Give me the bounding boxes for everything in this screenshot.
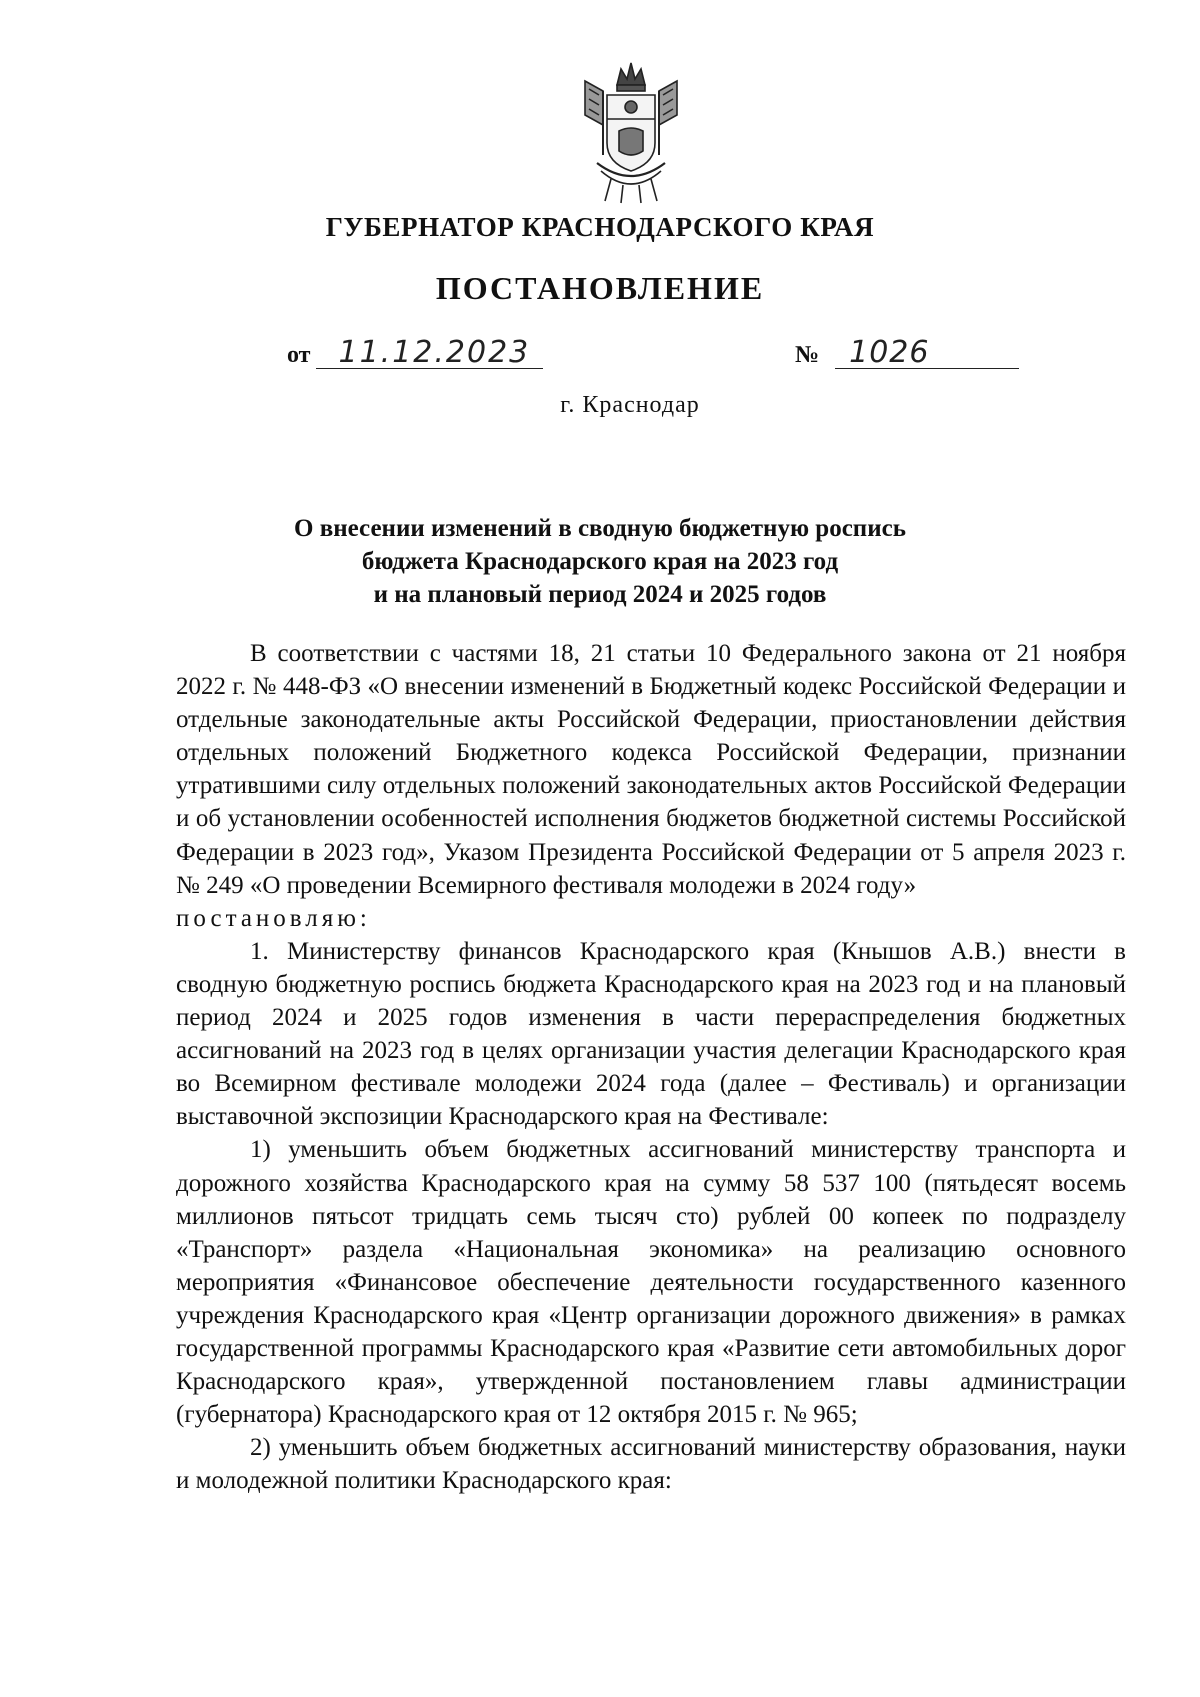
number-prefix: № (795, 342, 820, 368)
coat-of-arms-emblem (577, 55, 685, 205)
item-1-paragraph: 1. Министерству финансов Краснодарского края (Кнышов А.В.) внести в сводную бюджетную роспись бюджета Краснодарского края на 2023 год и на плановый период 2024 и 2025 годов изменения в части перераспределения бюджетных ассигнований на 2023 год в целях организации участия делегации Краснодарского края во Всемирном фестивале молодежи 2024 года (далее – Фестиваль) и организации выставочной экспозиции Краснодарского края на Фестивале: (176, 937, 1126, 1131)
document-number-line (795, 335, 1019, 370)
document-title (0, 512, 1200, 611)
title-line-2: бюджета Краснодарского края на 2023 год (361, 548, 839, 575)
issuing-authority: ГУБЕРНАТОР КРАСНОДАРСКОГО КРАЯ (325, 212, 875, 242)
handwritten-date: 11.12.2023 (316, 338, 543, 369)
document-date-line (287, 335, 543, 370)
preamble-paragraph: В соответствии с частями 18, 21 статьи 10 Федерального закона от 21 ноября 2022 г. № 448-ФЗ «О внесении изменений в Бюджетный кодекс Российской Федерации и отдельные законодательные акты Российской Федерации, приостановлении действия отдельных положений Бюджетного кодекса Российской Федерации, признании утратившими силу отдельных положений законодательных актов Российской Федерации и об установлении особенностей исполнения бюджетов бюджетной системы Российской Федерации в 2023 год», Указом Президента Российской Федерации от 5 апреля 2023 г. № 249 «О проведении Всемирного фестиваля молодежи в 2024 году» (176, 640, 1126, 899)
resolve-word: постановляю: (176, 904, 371, 932)
handwritten-number: 1026 (835, 338, 1019, 369)
title-line-1: О внесении изменений в сводную бюджетную роспись (294, 515, 906, 542)
document-body (176, 637, 1126, 1497)
item-1-1-paragraph: 1) уменьшить объем бюджетных ассигнований министерству транспорта и дорожного хозяйства Краснодарского края на сумму 58 537 100 (пятьдесят восемь миллионов пятьсот тридцать семь тысяч сто) рублей 00 копеек по подразделу «Транспорт» раздела «Национальная экономика» на реализацию основного мероприятия «Финансовое обеспечение деятельности государственного казенного учреждения Краснодарского края «Центр организации дорожного движения» в рамках государственной программы Краснодарского края «Развитие сети автомобильных дорог Краснодарского края», утвержденной постановлением главы администрации (губернатора) Краснодарского края от 12 октября 2015 г. № 965; (176, 1136, 1126, 1429)
date-prefix: от (287, 342, 311, 368)
item-1-2-paragraph: 2) уменьшить объем бюджетных ассигнований министерству образования, науки и молодежной политики Краснодарского края: (176, 1434, 1126, 1495)
city-line: г. Краснодар (560, 392, 700, 418)
title-line-3: и на плановый период 2024 и 2025 годов (373, 581, 827, 608)
document-type: ПОСТАНОВЛЕНИЕ (435, 270, 765, 306)
